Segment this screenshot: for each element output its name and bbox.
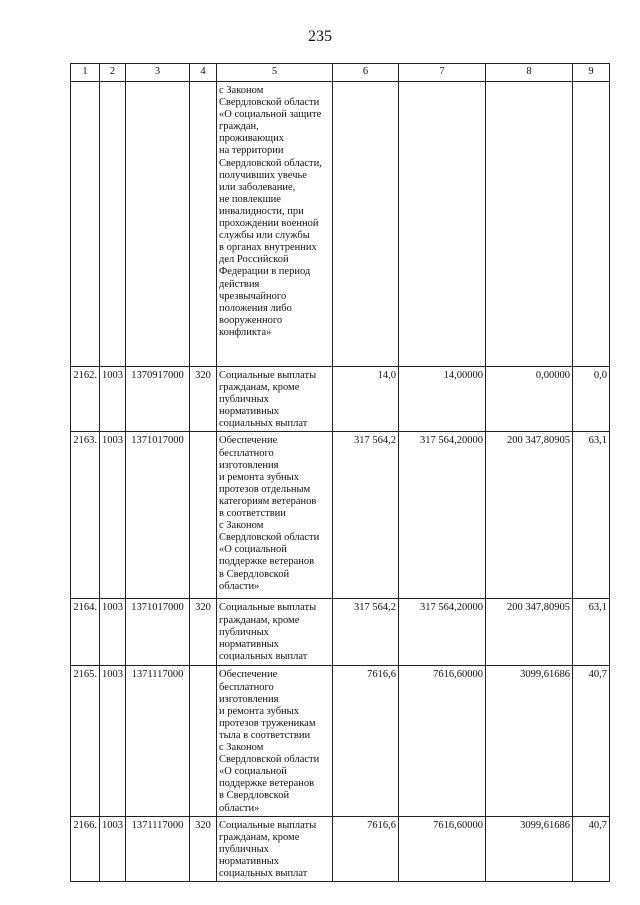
- header-col-8: 8: [486, 64, 573, 82]
- cell-expense-type: [190, 666, 217, 816]
- cell-percent: 63,1: [573, 432, 610, 599]
- cell-target-code: [126, 82, 190, 367]
- header-col-7: 7: [399, 64, 486, 82]
- cell-description: Обеспечение бесплатного изготовления и ремонта зубных протезов отдельным категориям ветеранов в соответствии с Законом Свердловской области «О социальной поддержке ветеранов в Свердловской области»: [217, 432, 333, 599]
- cell-executed: 3099,61686: [486, 816, 573, 881]
- cell-approved: 7616,60000: [399, 816, 486, 881]
- page-number: 235: [308, 28, 332, 45]
- cell-plan: 7616,6: [333, 666, 399, 816]
- cell-number: 2162.: [71, 367, 100, 432]
- cell-approved: 7616,60000: [399, 666, 486, 816]
- cell-target-code: 1371117000: [126, 816, 190, 881]
- header-row: [71, 64, 610, 82]
- cell-plan: 14,0: [333, 367, 399, 432]
- cell-expense-type: [190, 432, 217, 599]
- cell-section-code: 1003: [100, 432, 126, 599]
- cell-approved: 14,00000: [399, 367, 486, 432]
- table-header: [71, 64, 610, 82]
- cell-number: 2165.: [71, 666, 100, 816]
- header-col-5: 5: [217, 64, 333, 82]
- cell-percent: 63,1: [573, 599, 610, 666]
- cell-number: [71, 82, 100, 367]
- cell-description: Социальные выплаты гражданам, кроме публичных нормативных социальных выплат: [217, 599, 333, 666]
- cell-section-code: 1003: [100, 367, 126, 432]
- cell-number: 2164.: [71, 599, 100, 666]
- cell-executed: 200 347,80905: [486, 599, 573, 666]
- cell-description: Социальные выплаты гражданам, кроме публичных нормативных социальных выплат: [217, 816, 333, 881]
- header-col-3: 3: [126, 64, 190, 82]
- cell-number: 2163.: [71, 432, 100, 599]
- cell-plan: 317 564,2: [333, 432, 399, 599]
- cell-plan: [333, 82, 399, 367]
- cell-number: 2166.: [71, 816, 100, 881]
- budget-table: [70, 63, 610, 882]
- table-body: [71, 82, 610, 882]
- table-row: [71, 599, 610, 666]
- cell-approved: 317 564,20000: [399, 432, 486, 599]
- table-row: [71, 432, 610, 599]
- cell-target-code: 1371017000: [126, 432, 190, 599]
- cell-target-code: 1370917000: [126, 367, 190, 432]
- header-col-6: 6: [333, 64, 399, 82]
- cell-approved: 317 564,20000: [399, 599, 486, 666]
- cell-section-code: [100, 82, 126, 367]
- header-col-9: 9: [573, 64, 610, 82]
- cell-expense-type: 320: [190, 599, 217, 666]
- cell-percent: 40,7: [573, 666, 610, 816]
- cell-plan: 7616,6: [333, 816, 399, 881]
- cell-expense-type: 320: [190, 367, 217, 432]
- header-col-2: 2: [100, 64, 126, 82]
- cell-approved: [399, 82, 486, 367]
- cell-executed: 3099,61686: [486, 666, 573, 816]
- cell-executed: 0,00000: [486, 367, 573, 432]
- cell-description: Обеспечение бесплатного изготовления и ремонта зубных протезов труженикам тыла в соответствии с Законом Свердловской области «О социальной поддержке ветеранов в Свердловской области»: [217, 666, 333, 816]
- cell-executed: 200 347,80905: [486, 432, 573, 599]
- continuation-row: [71, 82, 610, 367]
- header-col-4: 4: [190, 64, 217, 82]
- cell-description: Социальные выплаты гражданам, кроме публичных нормативных социальных выплат: [217, 367, 333, 432]
- cell-section-code: 1003: [100, 816, 126, 881]
- table-row: [71, 367, 610, 432]
- cell-plan: 317 564,2: [333, 599, 399, 666]
- cell-section-code: 1003: [100, 666, 126, 816]
- cell-target-code: 1371017000: [126, 599, 190, 666]
- cell-description: с Законом Свердловской области «О социальной защите граждан, проживающих на территории Свердловской области, получивших увечье или заболевание, не повлекшие инвалидности, при прохождении военной службы или службы в органах внутренних дел Российской Федерации в период действия чрезвычайного положения либо вооруженного конфликта»: [217, 82, 333, 367]
- table-row: [71, 816, 610, 881]
- cell-expense-type: 320: [190, 816, 217, 881]
- cell-executed: [486, 82, 573, 367]
- cell-percent: [573, 82, 610, 367]
- table-row: [71, 666, 610, 816]
- header-col-1: 1: [71, 64, 100, 82]
- cell-expense-type: [190, 82, 217, 367]
- cell-percent: 40,7: [573, 816, 610, 881]
- cell-target-code: 1371117000: [126, 666, 190, 816]
- cell-section-code: 1003: [100, 599, 126, 666]
- cell-percent: 0,0: [573, 367, 610, 432]
